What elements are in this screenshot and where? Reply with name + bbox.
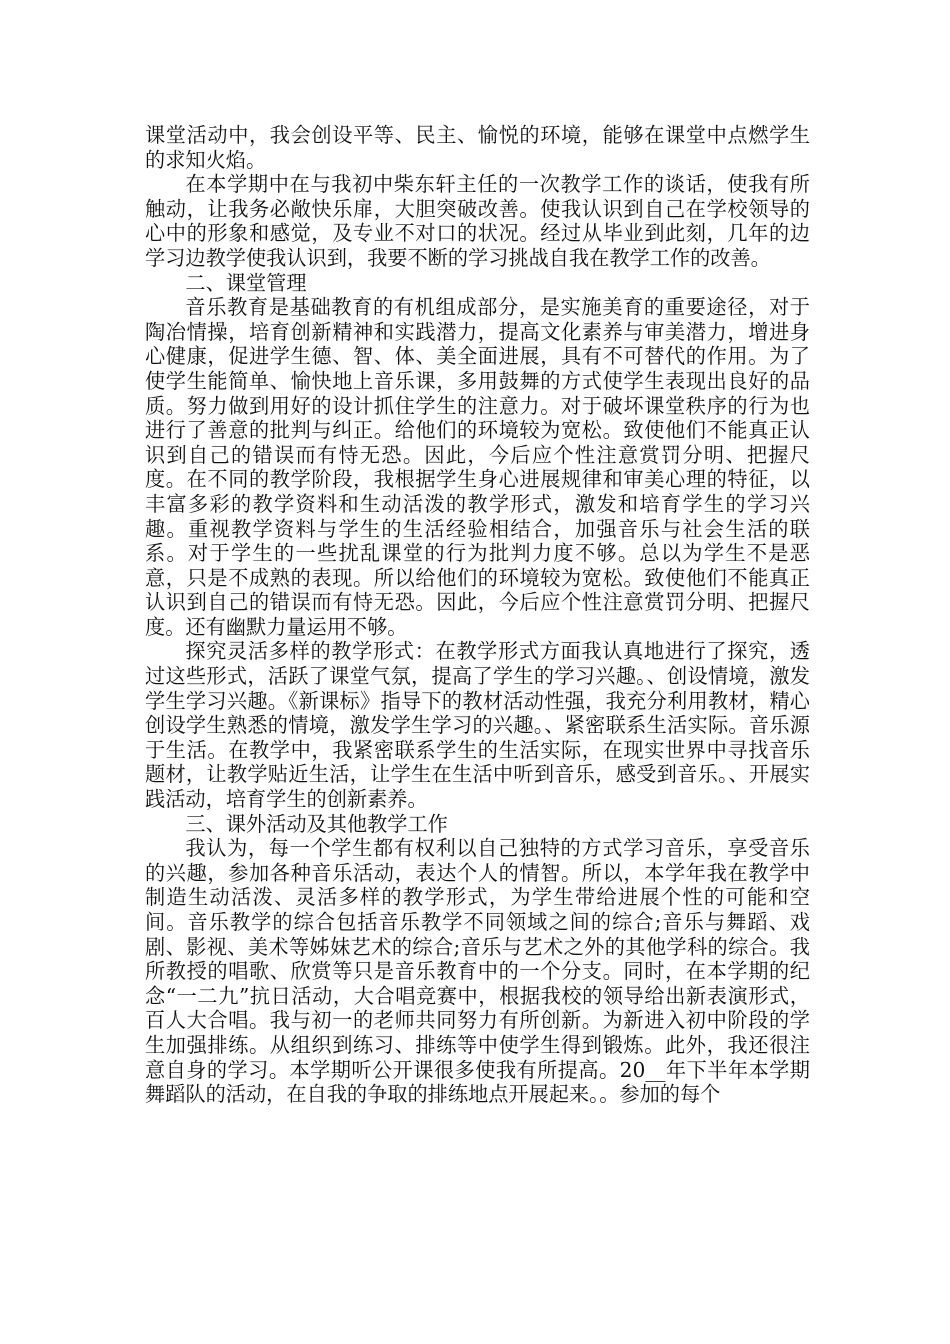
section-heading-extracurricular: 三、课外活动及其他教学工作: [185, 811, 448, 836]
document-body: [145, 123, 810, 1107]
paragraph-classroom-environment: 课堂活动中，我会创设平等、民主、愉悦的环境，能够在课堂中点燃学生的求知火焰。: [145, 123, 810, 172]
paragraph-extracurricular-activities: 我认为，每一个学生都有权利以自己独特的方式学习音乐，享受音乐的兴趣，参加各种音乐活动，表达个人的情智。所以，本学年我在教学中制造生动活泼、灵活多样的教学形式，为学生带给进展个性的可能和空间。音乐教学的综合包括音乐教学不同领域之间的综合;音乐与舞蹈、戏剧、影视、美术等姊妹艺术的综合;音乐与艺术之外的其他学科的综合。我所教授的唱歌、欣赏等只是音乐教育中的一个分支。同时，在本学期的纪念“一二九”抗日活动，大合唱竞赛中，根据我校的领导给出新表演形式，百人大合唱。我与初一的老师共同努力有所创新。为新进入初中阶段的学生加强排练。从组织到练习、排练等中使学生得到锻炼。此外，我还很注意自身的学习。本学期听公开课很多使我有所提高。20__年下半年本学期舞蹈队的活动，在自我的争取的排练地点开展起来。。参加的每个: [145, 836, 810, 1107]
paragraph-self-improvement: 在本学期中在与我初中柴东轩主任的一次教学工作的谈话，使我有所触动，让我务必敞快乐扉，大胆突破改善。使我认识到自己在学校领导的心中的形象和感觉，及专业不对口的状况。经过从毕业到此刻，几年的边学习边教学使我认识到，我要不断的学习挑战自我在教学工作的改善。: [145, 172, 810, 270]
paragraph-teaching-forms: 探究灵活多样的教学形式：在教学形式方面我认真地进行了探究，透过这些形式，活跃了课堂气氛，提高了学生的学习兴趣。、创设情境，激发学生学习兴趣。《新课标》指导下的教材活动性强，我充分利用教材，精心创设学生熟悉的情境，激发学生学习的兴趣。、紧密联系生活实际。音乐源于生活。在教学中，我紧密联系学生的生活实际，在现实世界中寻找音乐题材，让教学贴近生活，让学生在生活中听到音乐，感受到音乐。、开展实践活动，培育学生的创新素养。: [145, 639, 810, 812]
paragraph-music-education: 音乐教育是基础教育的有机组成部分，是实施美育的重要途径，对于陶冶情操，培育创新精神和实践潜力，提高文化素养与审美潜力，增进身心健康，促进学生德、智、体、美全面进展，具有不可替代的作用。为了使学生能简单、愉快地上音乐课，多用鼓舞的方式使学生表现出良好的品质。努力做到用好的设计抓住学生的注意力。对于破坏课堂秩序的行为也进行了善意的批判与纠正。给他们的环境较为宽松。致使他们不能真正认识到自己的错误而有恃无恐。因此，今后应个性注意赏罚分明、把握尺度。在不同的教学阶段，我根据学生身心进展规律和审美心理的特征，以丰富多彩的教学资料和生动活泼的教学形式，激发和培育学生的学习兴趣。重视教学资料与学生的生活经验相结合，加强音乐与社会生活的联系。对于学生的一些扰乱课堂的行为批判力度不够。总以为学生不是恶意，只是不成熟的表现。所以给他们的环境较为宽松。致使他们不能真正认识到自己的错误而有恃无恐。因此，今后应个性注意赏罚分明、把握尺度。还有幽默力量运用不够。: [145, 295, 810, 639]
section-heading-classroom-management: 二、课堂管理: [185, 270, 307, 295]
